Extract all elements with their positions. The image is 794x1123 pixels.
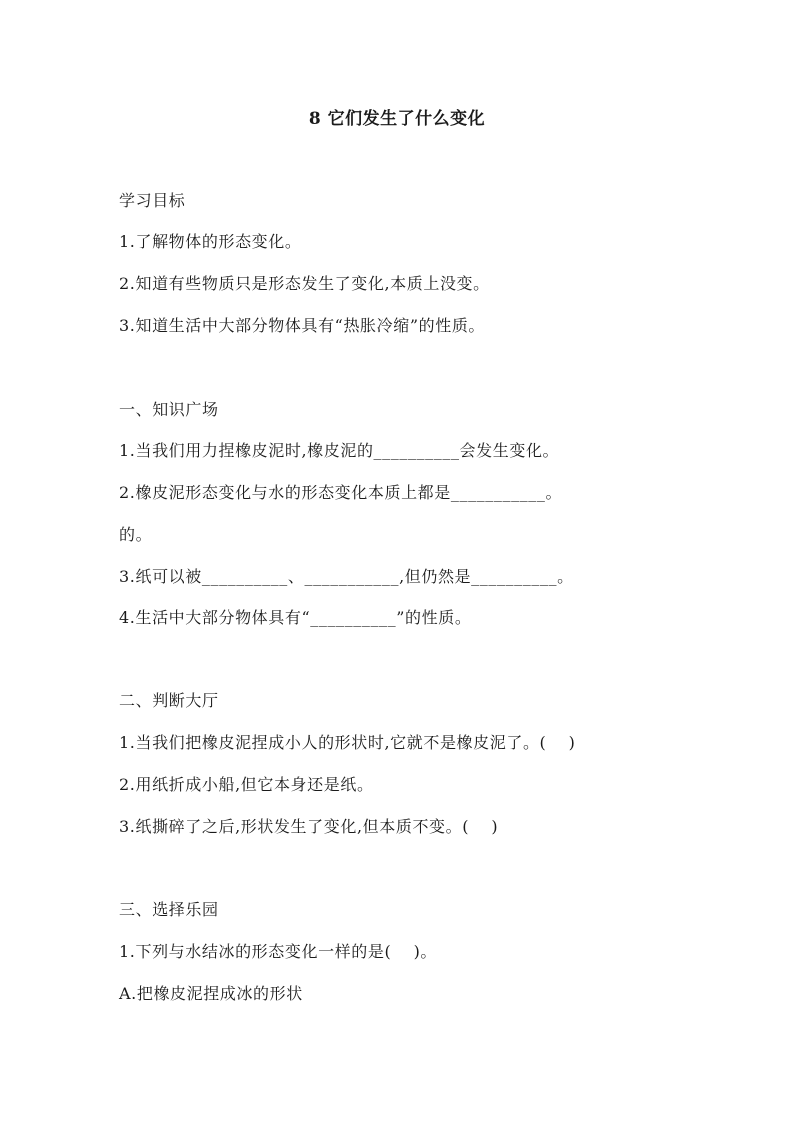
objectives-heading: 学习目标 <box>119 191 186 210</box>
choice-question: 1.下列与水结冰的形态变化一样的是( )。 <box>119 942 438 961</box>
objective-item: 1.了解物体的形态变化。 <box>119 232 302 251</box>
section2-heading: 二、判断大厅 <box>119 691 219 710</box>
section3-heading: 三、选择乐园 <box>119 900 219 919</box>
fill-blank-question: 4.生活中大部分物体具有“__________”的性质。 <box>119 608 472 627</box>
true-false-question: 2.用纸折成小船,但它本身还是纸。 <box>119 775 374 794</box>
true-false-question: 3.纸撕碎了之后,形状发生了变化,但本质不变。( ) <box>119 817 499 836</box>
choice-option: A.把橡皮泥捏成冰的形状 <box>119 984 303 1003</box>
true-false-question: 1.当我们把橡皮泥捏成小人的形状时,它就不是橡皮泥了。( ) <box>119 733 576 752</box>
fill-blank-question: 1.当我们用力捏橡皮泥时,橡皮泥的__________会发生变化。 <box>119 441 560 460</box>
document-title: 8 它们发生了什么变化 <box>308 109 486 129</box>
objective-item: 3.知道生活中大部分物体具有“热胀冷缩”的性质。 <box>119 316 486 335</box>
fill-blank-question: 2.橡皮泥形态变化与水的形态变化本质上都是___________。 <box>119 483 563 502</box>
fill-blank-continuation: 的。 <box>119 525 153 544</box>
section1-heading: 一、知识广场 <box>119 400 219 419</box>
objective-item: 2.知道有些物质只是形态发生了变化,本质上没变。 <box>119 274 490 293</box>
fill-blank-question: 3.纸可以被__________、___________,但仍然是__________。 <box>119 567 574 586</box>
